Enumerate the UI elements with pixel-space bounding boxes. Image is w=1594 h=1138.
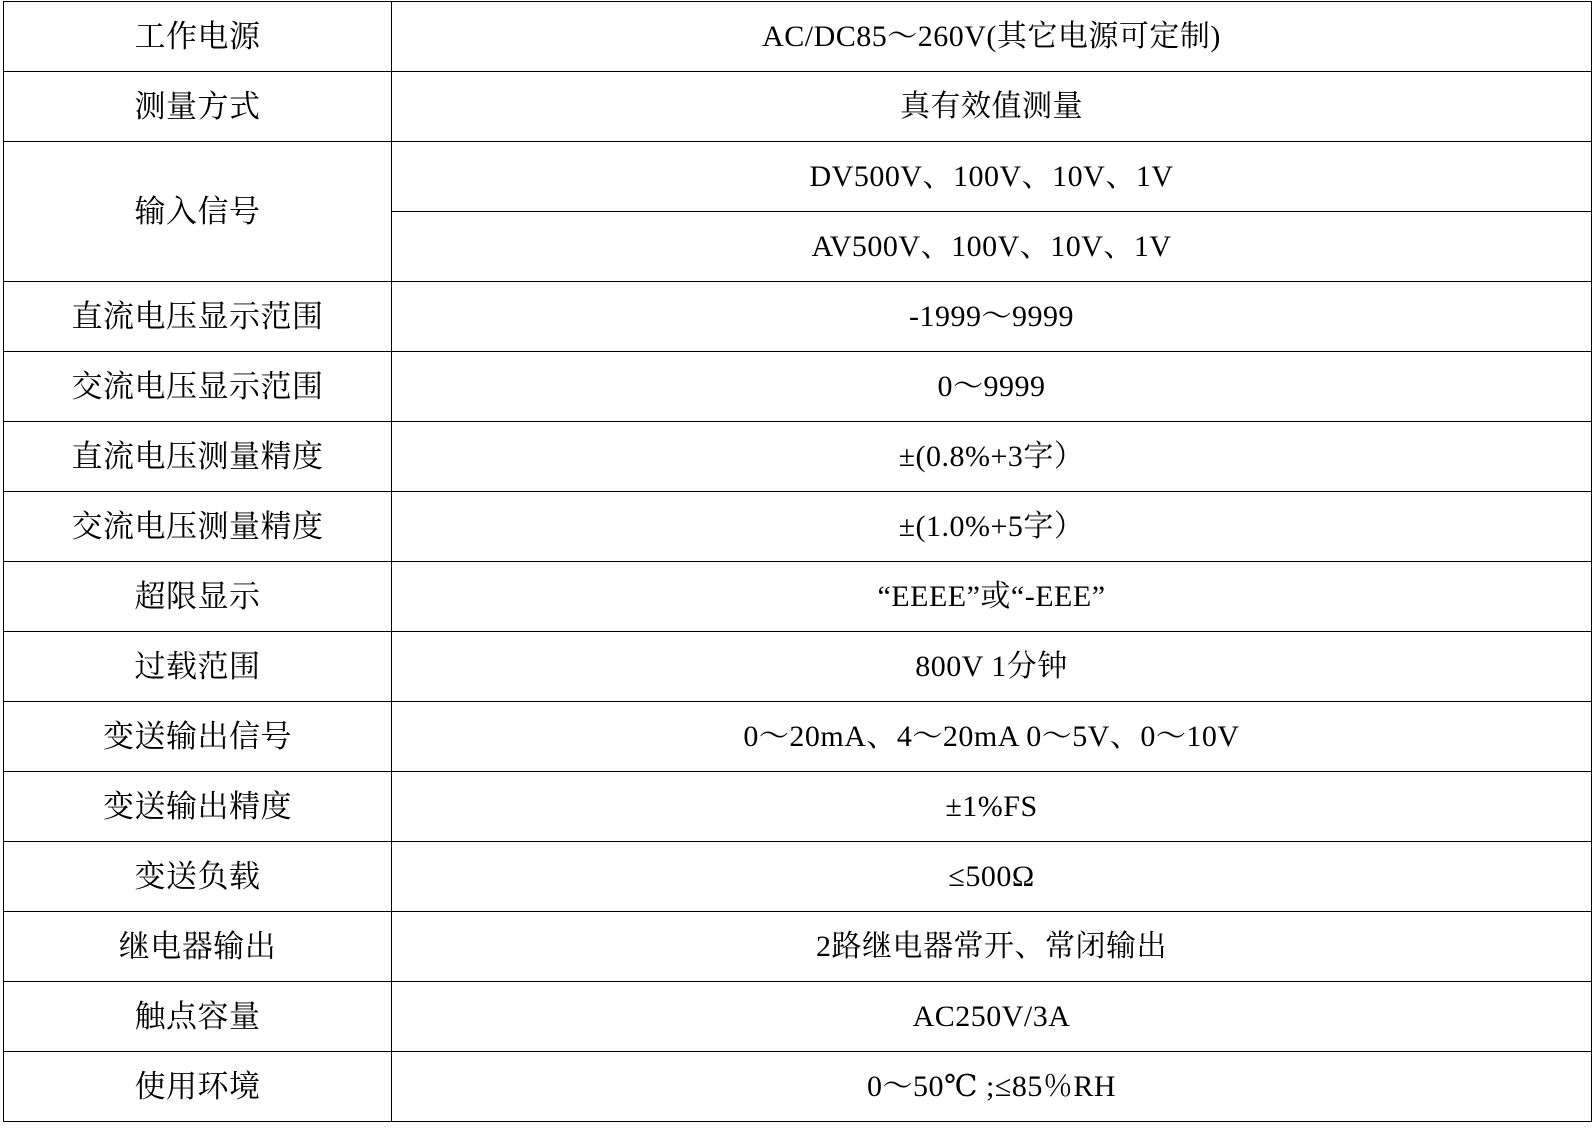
- specification-sheet: [0, 1, 1594, 1138]
- row-value: ±(0.8%+3字）: [392, 422, 1592, 492]
- row-label: 直流电压测量精度: [4, 422, 392, 492]
- table-row: [4, 772, 1592, 842]
- row-value: AC/DC85～260V(其它电源可定制): [392, 2, 1592, 72]
- row-value: ≤500Ω: [392, 842, 1592, 912]
- table-row: [4, 352, 1592, 422]
- row-value: ±1%FS: [392, 772, 1592, 842]
- row-label: 输入信号: [4, 142, 392, 282]
- row-label: 超限显示: [4, 562, 392, 632]
- row-value: 真有效值测量: [392, 72, 1592, 142]
- table-row: [4, 2, 1592, 72]
- row-value: 0～50℃ ;≤85％RH: [392, 1052, 1592, 1122]
- row-value: 2路继电器常开、常闭输出: [392, 912, 1592, 982]
- row-value: -1999～9999: [392, 282, 1592, 352]
- row-label: 过载范围: [4, 632, 392, 702]
- table-row: [4, 422, 1592, 492]
- row-label: 变送负载: [4, 842, 392, 912]
- row-value: 800V 1分钟: [392, 632, 1592, 702]
- row-label: 继电器输出: [4, 912, 392, 982]
- table-row: [4, 702, 1592, 772]
- row-value: “EEEE”或“-EEE”: [392, 562, 1592, 632]
- table-row: [4, 912, 1592, 982]
- row-value: DV500V、100V、10V、1V: [392, 142, 1592, 212]
- row-label: 直流电压显示范围: [4, 282, 392, 352]
- row-label: 测量方式: [4, 72, 392, 142]
- table-row: [4, 842, 1592, 912]
- row-label: 变送输出精度: [4, 772, 392, 842]
- table-row: [4, 142, 1592, 212]
- row-label: 触点容量: [4, 982, 392, 1052]
- table-row: [4, 492, 1592, 562]
- row-label: 使用环境: [4, 1052, 392, 1122]
- table-row: [4, 282, 1592, 352]
- table-row: [4, 72, 1592, 142]
- row-value: 0～20mA、4～20mA 0～5V、0～10V: [392, 702, 1592, 772]
- table-row: [4, 1052, 1592, 1122]
- row-value: ±(1.0%+5字）: [392, 492, 1592, 562]
- row-label: 交流电压测量精度: [4, 492, 392, 562]
- row-label: 变送输出信号: [4, 702, 392, 772]
- row-label: 工作电源: [4, 2, 392, 72]
- table-row: [4, 562, 1592, 632]
- table-row: [4, 632, 1592, 702]
- specification-table: [3, 1, 1592, 1122]
- row-value: 0～9999: [392, 352, 1592, 422]
- table-row: [4, 982, 1592, 1052]
- row-value: AV500V、100V、10V、1V: [392, 212, 1592, 282]
- row-value: AC250V/3A: [392, 982, 1592, 1052]
- row-label: 交流电压显示范围: [4, 352, 392, 422]
